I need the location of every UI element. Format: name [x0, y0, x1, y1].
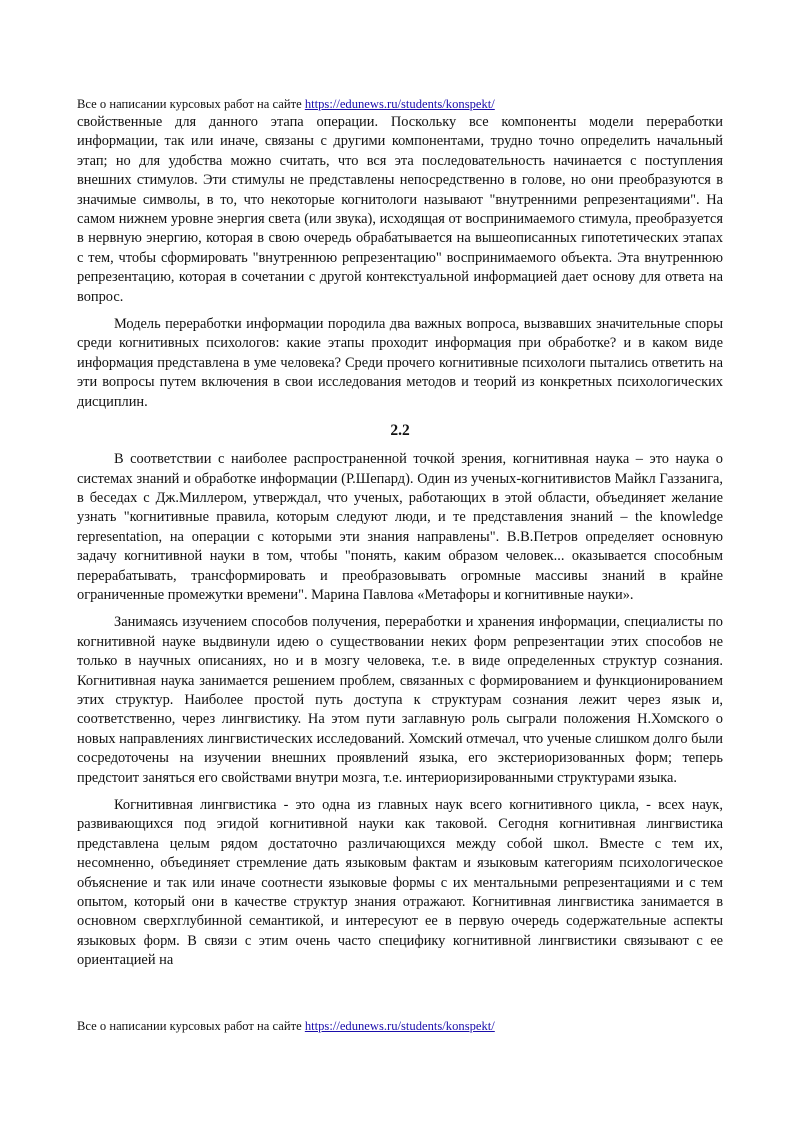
footer-link[interactable]: https://edunews.ru/students/konspekt/: [304, 1019, 495, 1033]
paragraph-1: свойственные для данного этапа операции. Поскольку все компоненты модели переработки информации, так или иначе, связаны с другими компонентами, трудно точно определить начальный этап; но для удобства можно считать, что вся эта последовательность начинается с поступления внешних стимулов. Эти стимулы не представлены непосредственно в голове, но они преобразуются в значимые символы, в то, что некоторые когнитологи называют "внутренними репрезентациями". На самом нижнем уровне энергия света (или звука), исходящая от воспринимаемого стимула, преобразуется в нервную энергию, которая в свою очередь обрабатывается на вышеописанных гипотетических этапах с тем, чтобы сформировать "внутреннюю репрезентацию" воспринимаемого объекта. Эта внутреннюю репрезентацию, которая в сочетании с другой контекстуальной информацией дает основу для ответа на вопрос.: [77, 114, 723, 305]
page-header: [77, 97, 495, 112]
header-text: Все о написании курсовых работ на сайте: [77, 97, 305, 111]
footer-text: Все о написании курсовых работ на сайте: [77, 1019, 305, 1033]
section-heading: 2.2: [390, 422, 410, 440]
paragraph-4: Занимаясь изучением способов получения, переработки и хранения информации, специалисты по когнитивной науке выдвинули идею о существовании неких форм репрезентации этих способов не только в научных описаниях, но и в мозгу человека, т.е. в виде определенных структур сознания. Когнитивная наука занимается решением проблем, связанных с формированием и функционированием этих структур. Наиболее простой путь доступа к структурам сознания лежит через язык и, соответственно, через лингвистику. На этом пути заглавную роль сыграли положения Н.Хомского о новых направлениях лингвистических исследований. Хомский отмечал, что ученые слишком долго были сосредоточены на изучении внешних проявлений языка, его экстериоризованных форм; теперь предстоит заняться его свойствами внутри мозга, т.е. интериоризированными структурами языка.: [77, 614, 723, 786]
paragraph-5: Когнитивная лингвистика - это одна из главных наук всего когнитивного цикла, - всех наук, развивающихся под эгидой когнитивной науки как таковой. Сегодня когнитивная лингвистика представлена целым рядом достаточно различающихся между собой школ. Вместе с тем их, несомненно, объединяет стремление дать языковым фактам и языковым категориям психологическое объяснение и так или иначе соотнести языковые формы с их ментальными репрезентациями и с тем опытом, который они в качестве структур знания отражают. Когнитивная лингвистика занимается в основном сверхглубинной семантикой, и интересуют ее в первую очередь содержательные аспекты языковых форм. В связи с этим очень часто специфику когнитивной лингвистики связывают с ее ориентацией на: [77, 797, 723, 969]
header-link[interactable]: https://edunews.ru/students/konspekt/: [304, 97, 495, 111]
page-footer: [77, 1019, 495, 1034]
paragraph-3: В соответствии с наиболее распространенной точкой зрения, когнитивная наука – это наука о системах знаний и обработке информации (Р.Шепард). Один из ученых-когнитивистов Майкл Газзанига, в беседах с Дж.Миллером, утверждал, что ученых, работающих в этой области, объединяет желание узнать "когнитивные правила, которым следуют люди, и те представления знаний – the knowledge representation, на операции с которыми эти знания направлены". В.В.Петров определяет основную задачу когнитивной науки в том, чтобы "понять, каким образом человек... оказывается способным перерабатывать, трансформировать и преобразовывать огромные массивы знаний в крайне ограниченные промежутки времени". Марина Павлова «Метафоры и когнитивные науки».: [77, 451, 723, 603]
paragraph-2: Модель переработки информации породила два важных вопроса, вызвавших значительные споры среди когнитивных психологов: какие этапы проходит информация при обработке? и в каком виде информация представлена в уме человека? Среди прочего когнитивные психологи пытались ответить на эти вопросы путем включения в свои исследования методов и теорий из конкретных психологических дисциплин.: [77, 316, 723, 410]
document-body: [77, 113, 723, 971]
